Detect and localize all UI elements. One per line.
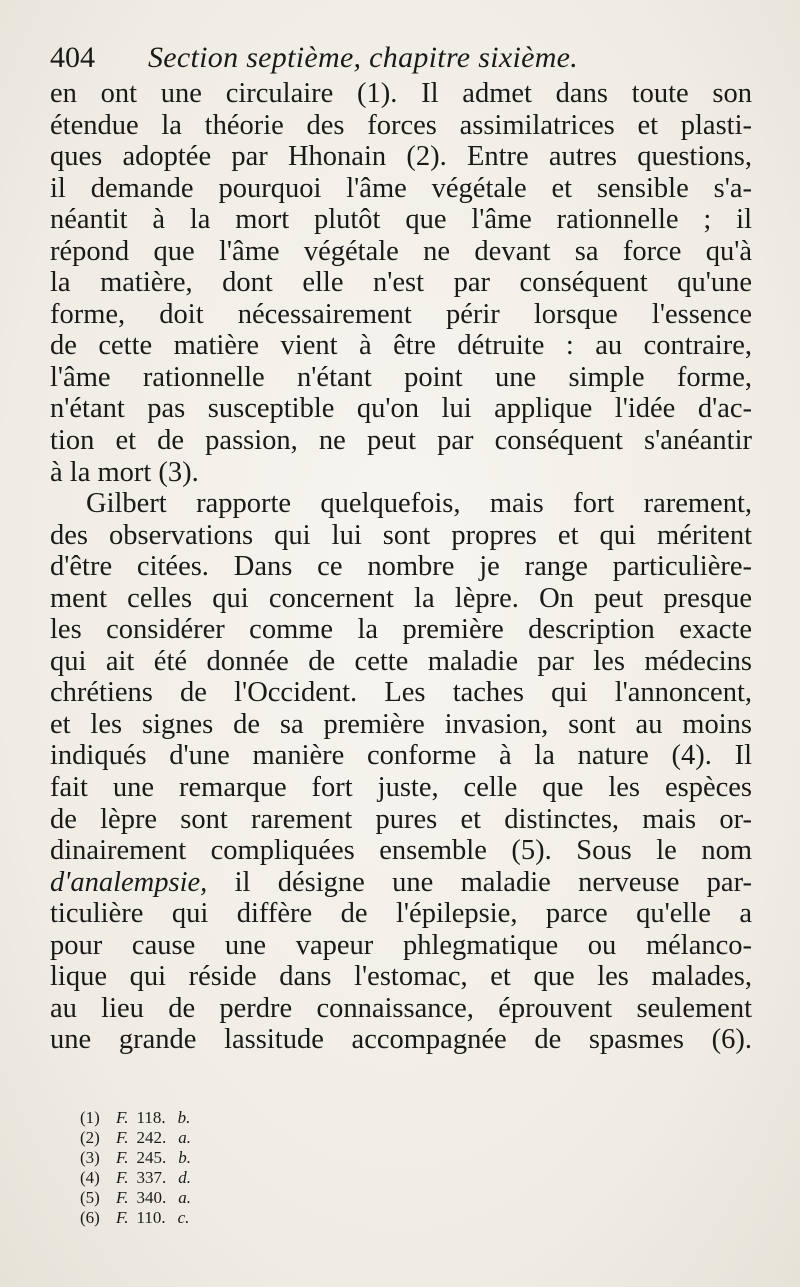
running-title: Section septième, chapitre sixième.: [148, 41, 579, 74]
footnote-number: (6): [80, 1208, 100, 1227]
footnote: [80, 1128, 380, 1148]
text-line: pour cause une vapeur phlegmatique ou mélanco-: [50, 929, 752, 961]
footnote: [80, 1168, 380, 1188]
footnote-ref: 242.: [136, 1128, 167, 1147]
text-line-rest: il désigne une maladie nerveuse par-: [234, 866, 752, 898]
text-line-italic: [50, 867, 752, 899]
text-line: à la mort (3).: [50, 456, 199, 488]
footnote-side: a.: [178, 1188, 191, 1207]
page-number: 404: [50, 41, 95, 74]
footnote-folio: F.: [116, 1188, 129, 1207]
text-line: fait une remarque fort juste, celle que les espèces: [50, 772, 752, 804]
footnote-ref: 340.: [136, 1188, 167, 1207]
footnote-number: (4): [80, 1168, 100, 1187]
text-line: n'étant pas susceptible qu'on lui applique l'idée d'ac-: [50, 393, 752, 425]
footnote-side: b.: [177, 1108, 191, 1127]
footnote-side: a.: [178, 1128, 191, 1147]
text-line: dinairement compliquées ensemble (5). Sous le nom: [50, 835, 752, 867]
footnote-ref: 110.: [136, 1208, 166, 1227]
footnote: [80, 1148, 380, 1168]
text-line: de lèpre sont rarement pures et distinctes, mais or-: [50, 803, 752, 835]
text-line: l'âme rationnelle n'étant point une simple forme,: [50, 361, 752, 393]
footnote-number: (1): [80, 1108, 100, 1127]
footnote-number: (5): [80, 1188, 100, 1207]
text-line: des observations qui lui sont propres et qui méritent: [50, 519, 752, 551]
footnote-folio: F.: [116, 1108, 129, 1127]
footnote-folio: F.: [116, 1128, 129, 1147]
text-line: répond que l'âme végétale ne devant sa force qu'à: [50, 235, 752, 267]
footnote-side: b.: [178, 1148, 191, 1167]
text-line: de cette matière vient à être détruite : au contraire,: [50, 330, 752, 362]
text-line: indiqués d'une manière conforme à la nature (4). Il: [50, 740, 752, 772]
text-line: ment celles qui concernent la lèpre. On peut presque: [50, 582, 752, 614]
text-line: d'être citées. Dans ce nombre je range particulière-: [50, 551, 752, 583]
running-head: [50, 38, 770, 78]
italic-term: d'analempsie,: [50, 866, 208, 898]
text-line: il demande pourquoi l'âme végétale et sensible s'a-: [50, 172, 752, 204]
text-line: une grande lassitude accompagnée de spasmes (6).: [50, 1024, 752, 1056]
text-line: les considérer comme la première description exacte: [50, 614, 752, 646]
text-line: qui ait été donnée de cette maladie par les médecins: [50, 645, 752, 677]
footnote-ref: 245.: [136, 1148, 167, 1167]
text-line: en ont une circulaire (1). Il admet dans toute son: [50, 78, 752, 109]
text-line: chrétiens de l'Occident. Les taches qui l'annoncent,: [50, 677, 752, 709]
footnote-side: d.: [178, 1168, 191, 1187]
text-line: forme, doit nécessairement périr lorsque l'essence: [50, 298, 752, 330]
footnote: [80, 1188, 380, 1208]
text-line: ques adoptée par Hhonain (2). Entre autres questions,: [50, 141, 752, 173]
footnote: [80, 1208, 380, 1228]
footnote-number: (2): [80, 1128, 100, 1147]
footnote: [80, 1108, 380, 1128]
text-line: Gilbert rapporte quelquefois, mais fort rarement,: [86, 488, 752, 520]
text-line: étendue la théorie des forces assimilatrices et plasti-: [50, 109, 752, 141]
footnote-folio: F.: [116, 1208, 129, 1227]
text-line: et les signes de sa première invasion, sont au moins: [50, 708, 752, 740]
footnote-folio: F.: [116, 1168, 129, 1187]
footnote-side: c.: [177, 1208, 190, 1227]
footnote-ref: 118.: [136, 1108, 166, 1127]
text-line: ticulière qui diffère de l'épilepsie, parce qu'elle a: [50, 898, 752, 930]
text-line: néantit à la mort plutôt que l'âme rationnelle ; il: [50, 204, 752, 236]
footnote-number: (3): [80, 1148, 100, 1167]
footnotes: [80, 1108, 380, 1228]
text-line: au lieu de perdre connaissance, éprouvent seulement: [50, 992, 752, 1024]
text-line: tion et de passion, ne peut par conséquent s'anéantir: [50, 425, 752, 457]
text-line: lique qui réside dans l'estomac, et que les malades,: [50, 961, 752, 993]
body-text: [50, 78, 752, 1056]
text-line: la matière, dont elle n'est par conséquent qu'une: [50, 267, 752, 299]
footnote-folio: F.: [116, 1148, 129, 1167]
footnote-ref: 337.: [136, 1168, 167, 1187]
